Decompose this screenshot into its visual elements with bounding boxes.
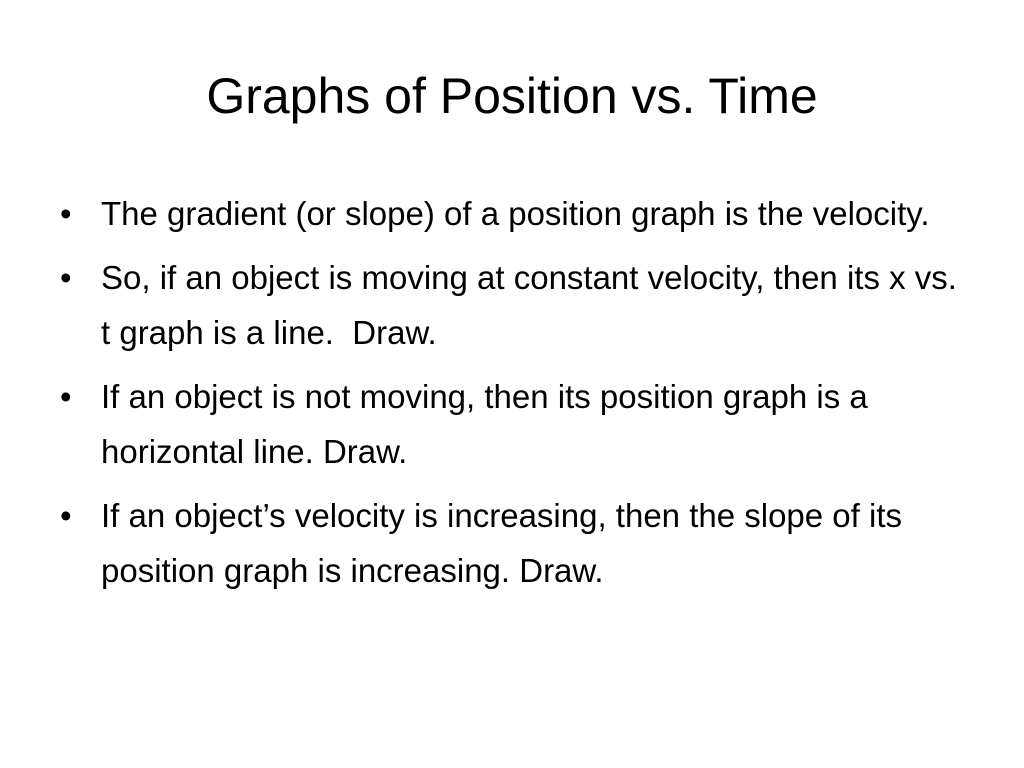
bullet-text: The gradient (or slope) of a position graph is the velocity.: [101, 195, 930, 232]
bullet-item: [60, 369, 960, 479]
bullet-item: [60, 186, 960, 241]
bullet-item: [60, 488, 960, 598]
bullet-text: If an object is not moving, then its position graph is a horizontal line. Draw.: [101, 378, 868, 470]
slide-title: Graphs of Position vs. Time: [206, 68, 818, 124]
bullet-point-icon: •: [60, 497, 72, 534]
bullet-text: If an object’s velocity is increasing, then the slope of its position graph is increasing. Draw.: [101, 497, 902, 589]
bullet-point-icon: •: [60, 378, 72, 415]
bullet-text: So, if an object is moving at constant velocity, then its x vs. t graph is a line. Draw.: [101, 259, 967, 351]
bullet-point-icon: •: [60, 259, 72, 296]
bullet-list: [60, 186, 967, 607]
bullet-point-icon: •: [60, 195, 72, 232]
bullet-item: [60, 250, 967, 360]
